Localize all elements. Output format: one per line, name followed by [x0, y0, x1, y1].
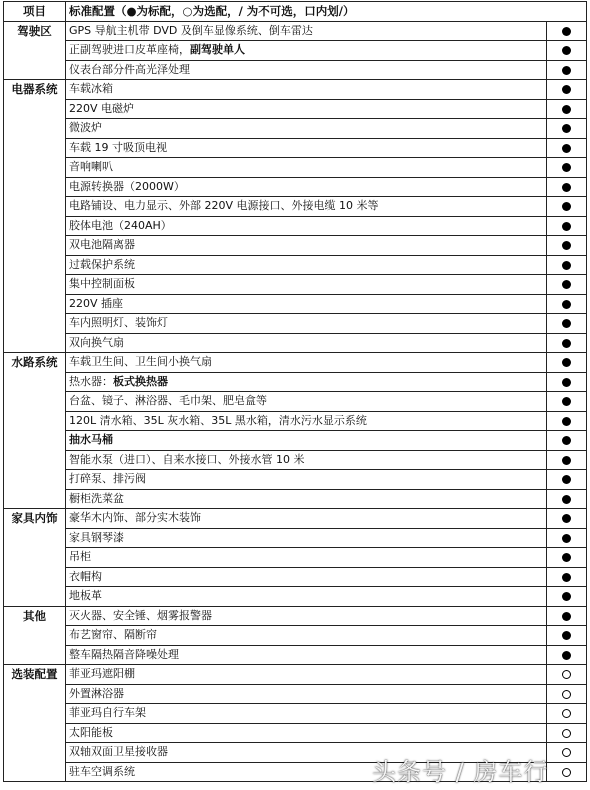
- standard-dot-icon: [562, 222, 571, 231]
- config-mark-cell: [547, 294, 587, 314]
- config-mark-cell: [547, 704, 587, 724]
- config-mark-cell: [547, 762, 587, 782]
- table-row: [4, 704, 587, 724]
- config-mark-cell: [547, 255, 587, 275]
- table-row: [4, 119, 587, 139]
- config-mark-cell: [547, 470, 587, 490]
- config-mark-cell: [547, 177, 587, 197]
- feature-description: [66, 294, 547, 314]
- standard-dot-icon: [562, 612, 571, 621]
- feature-text: 双轴双面卫星接收器: [69, 745, 168, 759]
- config-mark-cell: [547, 158, 587, 178]
- table-row: [4, 450, 587, 470]
- config-mark-cell: [547, 353, 587, 373]
- feature-text: 车内照明灯、装饰灯: [69, 316, 168, 330]
- feature-description: [66, 470, 547, 490]
- standard-dot-icon: [562, 66, 571, 75]
- table-row: [4, 665, 587, 685]
- feature-description: [66, 392, 547, 412]
- config-table: [3, 1, 587, 782]
- feature-description: [66, 158, 547, 178]
- table-row: [4, 80, 587, 100]
- feature-text: 220V 电磁炉: [69, 101, 135, 115]
- table-row: [4, 645, 587, 665]
- table-row: [4, 333, 587, 353]
- table-row: [4, 587, 587, 607]
- table-row: [4, 548, 587, 568]
- feature-description: [66, 21, 547, 41]
- feature-text: 太阳能板: [69, 725, 113, 739]
- standard-dot-icon: [562, 280, 571, 289]
- optional-circle-icon: [562, 729, 571, 738]
- config-mark-cell: [547, 197, 587, 217]
- config-mark-cell: [547, 372, 587, 392]
- feature-text: GPS 导航主机带 DVD 及倒车显像系统、倒车雷达: [69, 23, 313, 37]
- feature-description: [66, 60, 547, 80]
- table-row: [4, 314, 587, 334]
- feature-description: [66, 138, 547, 158]
- table-row: [4, 275, 587, 295]
- config-mark-cell: [547, 509, 587, 529]
- config-mark-cell: [547, 60, 587, 80]
- table-row: [4, 21, 587, 41]
- table-row: [4, 60, 587, 80]
- table-row: [4, 197, 587, 217]
- feature-description: [66, 587, 547, 607]
- standard-dot-icon: [562, 514, 571, 523]
- table-row: [4, 372, 587, 392]
- config-mark-cell: [547, 392, 587, 412]
- feature-description: [66, 333, 547, 353]
- standard-dot-icon: [562, 592, 571, 601]
- feature-text: 驻车空调系统: [69, 764, 135, 778]
- feature-bold-text: 抽水马桶: [69, 433, 113, 447]
- standard-dot-icon: [562, 202, 571, 211]
- config-mark-cell: [547, 528, 587, 548]
- table-row: [4, 294, 587, 314]
- config-mark-cell: [547, 684, 587, 704]
- table-row: [4, 509, 587, 529]
- feature-description: [66, 119, 547, 139]
- category-label: 其他: [4, 606, 66, 665]
- table-row: [4, 138, 587, 158]
- optional-circle-icon: [562, 670, 571, 679]
- feature-text: 菲亚玛自行车架: [69, 706, 146, 720]
- feature-description: [66, 411, 547, 431]
- category-label: 家具内饰: [4, 509, 66, 607]
- feature-description: [66, 645, 547, 665]
- feature-text: 吊柜: [69, 550, 91, 564]
- config-mark-cell: [547, 567, 587, 587]
- standard-dot-icon: [562, 651, 571, 660]
- config-mark-cell: [547, 450, 587, 470]
- feature-description: [66, 314, 547, 334]
- feature-description: [66, 177, 547, 197]
- feature-text: 集中控制面板: [69, 277, 135, 291]
- table-row: [4, 255, 587, 275]
- table-row: [4, 353, 587, 373]
- header-config: 标准配置（●为标配，○为选配，/ 为不可选，口内划/）: [66, 2, 587, 22]
- feature-text: 120L 清水箱、35L 灰水箱、35L 黑水箱，清水污水显示系统: [69, 413, 367, 427]
- standard-dot-icon: [562, 456, 571, 465]
- feature-description: [66, 255, 547, 275]
- config-mark-cell: [547, 665, 587, 685]
- table-row: [4, 431, 587, 451]
- feature-text: 220V 插座: [69, 296, 124, 310]
- table-row: [4, 528, 587, 548]
- config-mark-cell: [547, 138, 587, 158]
- feature-text: 过载保护系统: [69, 257, 135, 271]
- standard-dot-icon: [562, 300, 571, 309]
- standard-dot-icon: [562, 534, 571, 543]
- table-row: [4, 177, 587, 197]
- feature-description: [66, 528, 547, 548]
- optional-circle-icon: [562, 768, 571, 777]
- config-mark-cell: [547, 216, 587, 236]
- feature-text: 车载卫生间、卫生间小换气扇: [69, 355, 212, 369]
- feature-text: 胶体电池（240AH）: [69, 218, 172, 232]
- feature-text: 台盆、镜子、淋浴器、毛巾架、肥皂盒等: [69, 394, 267, 408]
- feature-description: [66, 509, 547, 529]
- feature-text: 音响喇叭: [69, 160, 113, 174]
- table-row: [4, 99, 587, 119]
- feature-description: [66, 489, 547, 509]
- config-mark-cell: [547, 236, 587, 256]
- feature-text: 车载 19 寸吸顶电视: [69, 140, 167, 154]
- optional-circle-icon: [562, 690, 571, 699]
- config-mark-cell: [547, 80, 587, 100]
- config-mark-cell: [547, 645, 587, 665]
- feature-description: [66, 80, 547, 100]
- standard-dot-icon: [562, 475, 571, 484]
- feature-text: 整车隔热隔音降噪处理: [69, 647, 179, 661]
- table-row: [4, 158, 587, 178]
- category-label: 水路系统: [4, 353, 66, 509]
- feature-bold-text: 板式换热器: [113, 374, 168, 388]
- table-row: [4, 606, 587, 626]
- config-mark-cell: [547, 119, 587, 139]
- feature-description: [66, 431, 547, 451]
- standard-dot-icon: [562, 378, 571, 387]
- feature-description: [66, 723, 547, 743]
- feature-description: [66, 275, 547, 295]
- table-row: [4, 411, 587, 431]
- standard-dot-icon: [562, 183, 571, 192]
- feature-description: [66, 216, 547, 236]
- category-label: 驾驶区: [4, 21, 66, 80]
- feature-description: [66, 99, 547, 119]
- standard-dot-icon: [562, 124, 571, 133]
- feature-text: 电路铺设、电力显示、外部 220V 电源接口、外接电缆 10 米等: [69, 199, 379, 213]
- table-row: [4, 489, 587, 509]
- feature-description: [66, 41, 547, 61]
- feature-text: 打碎泵、排污阀: [69, 472, 146, 486]
- table-row: [4, 236, 587, 256]
- feature-bold-text: 副驾驶单人: [190, 43, 245, 57]
- feature-description: [66, 626, 547, 646]
- config-mark-cell: [547, 626, 587, 646]
- table-row: [4, 626, 587, 646]
- config-mark-cell: [547, 333, 587, 353]
- config-mark-cell: [547, 606, 587, 626]
- table-row: [4, 470, 587, 490]
- config-mark-cell: [547, 41, 587, 61]
- table-row: [4, 723, 587, 743]
- feature-description: [66, 567, 547, 587]
- feature-description: [66, 684, 547, 704]
- config-mark-cell: [547, 431, 587, 451]
- feature-text: 灭火器、安全锤、烟雾报警器: [69, 608, 212, 622]
- standard-dot-icon: [562, 241, 571, 250]
- feature-text: 衣帽构: [69, 569, 102, 583]
- standard-dot-icon: [562, 339, 571, 348]
- table-row: [4, 392, 587, 412]
- feature-description: [66, 548, 547, 568]
- standard-dot-icon: [562, 495, 571, 504]
- standard-dot-icon: [562, 631, 571, 640]
- feature-text: 双电池隔离器: [69, 238, 135, 252]
- config-mark-cell: [547, 723, 587, 743]
- feature-description: [66, 353, 547, 373]
- feature-text: 双向换气扇: [69, 335, 124, 349]
- standard-dot-icon: [562, 358, 571, 367]
- watermark: 头条号 / 房车行: [372, 758, 549, 786]
- feature-text: 热水器：: [69, 374, 113, 388]
- standard-dot-icon: [562, 573, 571, 582]
- standard-dot-icon: [562, 144, 571, 153]
- feature-description: [66, 704, 547, 724]
- feature-text: 电源转换器（2000W）: [69, 179, 185, 193]
- optional-circle-icon: [562, 748, 571, 757]
- standard-dot-icon: [562, 85, 571, 94]
- category-label: 选装配置: [4, 665, 66, 782]
- config-mark-cell: [547, 548, 587, 568]
- table-row: [4, 216, 587, 236]
- feature-description: [66, 450, 547, 470]
- header-item: 项目: [4, 2, 66, 22]
- standard-dot-icon: [562, 105, 571, 114]
- feature-text: 豪华木内饰、部分实木装饰: [69, 511, 201, 525]
- feature-text: 正副驾驶进口皮革座椅，: [69, 43, 190, 57]
- standard-dot-icon: [562, 397, 571, 406]
- feature-description: [66, 197, 547, 217]
- config-mark-cell: [547, 489, 587, 509]
- standard-dot-icon: [562, 261, 571, 270]
- feature-text: 地板革: [69, 589, 102, 603]
- category-label: 电器系统: [4, 80, 66, 353]
- header-row: [4, 2, 587, 22]
- feature-text: 家具钢琴漆: [69, 530, 124, 544]
- config-mark-cell: [547, 587, 587, 607]
- config-mark-cell: [547, 275, 587, 295]
- standard-dot-icon: [562, 553, 571, 562]
- table-row: [4, 684, 587, 704]
- config-mark-cell: [547, 99, 587, 119]
- feature-text: 车载冰箱: [69, 82, 113, 96]
- standard-dot-icon: [562, 163, 571, 172]
- table-row: [4, 41, 587, 61]
- config-mark-cell: [547, 743, 587, 763]
- feature-text: 仪表台部分件高光泽处理: [69, 62, 190, 76]
- config-mark-cell: [547, 314, 587, 334]
- feature-text: 微波炉: [69, 121, 102, 135]
- config-mark-cell: [547, 411, 587, 431]
- table-row: [4, 567, 587, 587]
- standard-dot-icon: [562, 436, 571, 445]
- feature-text: 布艺窗帘、隔断帘: [69, 628, 157, 642]
- feature-text: 外置淋浴器: [69, 686, 124, 700]
- feature-text: 智能水泵（进口）、自来水接口、外接水管 10 米: [69, 452, 305, 466]
- feature-description: [66, 236, 547, 256]
- standard-dot-icon: [562, 319, 571, 328]
- standard-dot-icon: [562, 417, 571, 426]
- feature-text: 菲亚玛遮阳棚: [69, 667, 135, 681]
- feature-text: 橱柜洗菜盆: [69, 491, 124, 505]
- optional-circle-icon: [562, 709, 571, 718]
- standard-dot-icon: [562, 46, 571, 55]
- feature-description: [66, 606, 547, 626]
- feature-description: [66, 372, 547, 392]
- config-mark-cell: [547, 21, 587, 41]
- standard-dot-icon: [562, 27, 571, 36]
- feature-description: [66, 665, 547, 685]
